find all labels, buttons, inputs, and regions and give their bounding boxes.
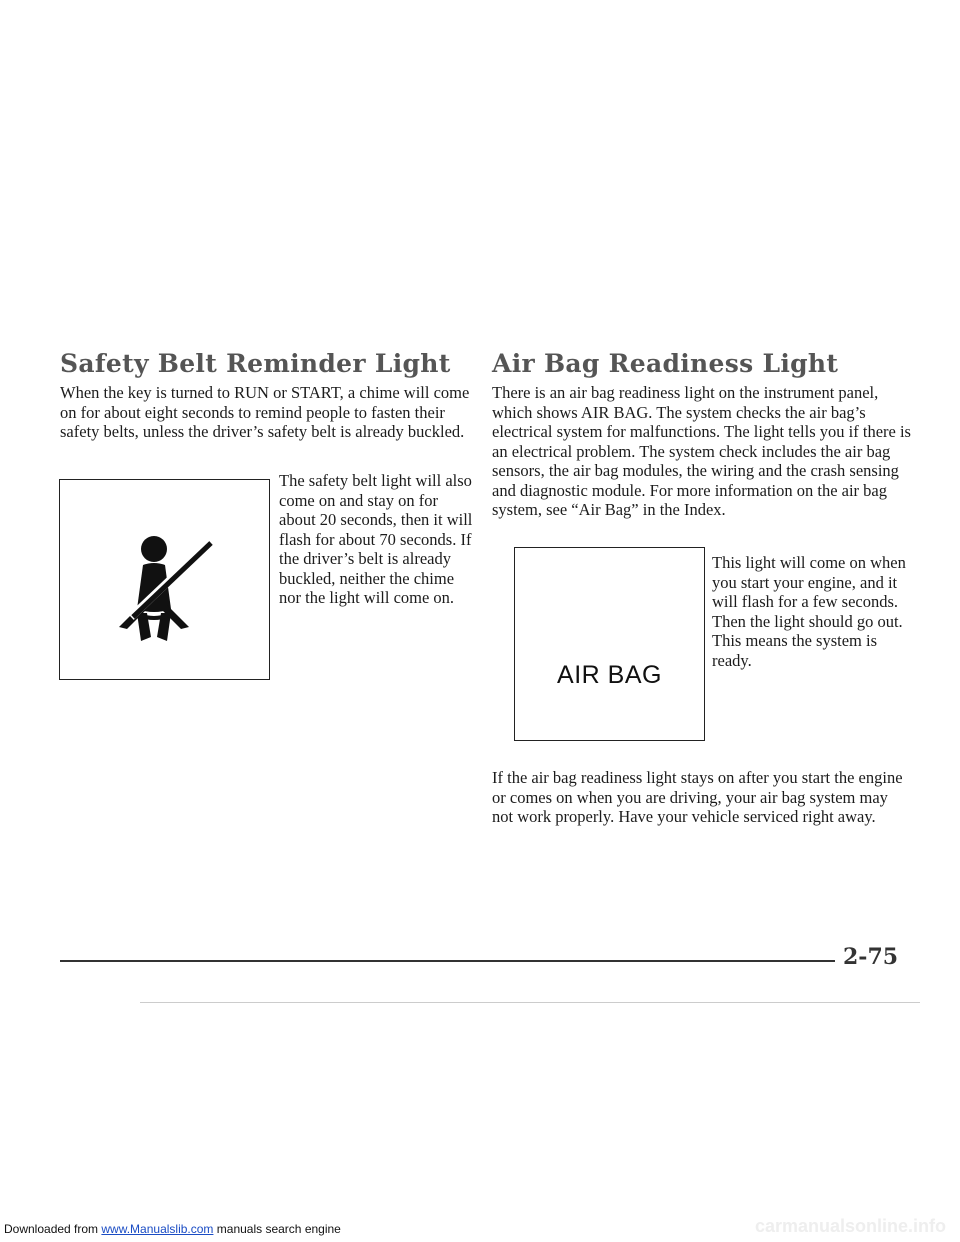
airbag-box-label: AIR BAG bbox=[557, 661, 662, 689]
page-rule-light bbox=[140, 1002, 920, 1003]
air-bag-closing: If the air bag readiness light stays on after you start the engine or comes on when you are driving, your air bag system may not work properly. Have your vehicle serviced right away. bbox=[492, 768, 903, 826]
safety-belt-intro: When the key is turned to RUN or START, a chime will come on for about eight seconds to remind people to fasten their safety belts, unless the driver’s safety belt is already buckled. bbox=[60, 383, 470, 441]
air-bag-intro: There is an air bag readiness light on the instrument panel, which shows AIR BAG. The system checks the air bag’s electrical system for malfunctions. The light tells you if there is an electrical problem. The system check includes the air bag sensors, the air bag modules, the wiring and the crash sensing and diagnostic module. For more information on the air bag system, see “Air Bag” in the Index. bbox=[492, 383, 911, 519]
footer-watermark: carmanualsonline.info bbox=[754, 1216, 946, 1236]
safety-belt-side-text: The safety belt light will also come on and stay on for about 20 seconds, then it will flash for about 70 seconds. If the driver’s belt is already buckled, neither the chime nor the light will come on. bbox=[279, 471, 473, 607]
page-rule bbox=[60, 960, 835, 962]
seatbelt-icon bbox=[59, 479, 270, 680]
seatbelt-light-box bbox=[59, 479, 270, 680]
safety-belt-heading: Safety Belt Reminder Light bbox=[60, 349, 451, 378]
manualslib-link[interactable]: www.Manualslib.com bbox=[101, 1222, 214, 1236]
air-bag-side-text: This light will come on when you start your engine, and it will flash for a few seconds. Then the light should go out. This means the system is ready. bbox=[712, 553, 906, 670]
airbag-light-box bbox=[514, 547, 705, 741]
air-bag-heading: Air Bag Readiness Light bbox=[492, 349, 839, 378]
footer-prefix: Downloaded from bbox=[4, 1222, 102, 1236]
download-footer bbox=[4, 1222, 341, 1236]
page-number: 2-75 bbox=[843, 944, 899, 970]
footer-suffix: manuals search engine bbox=[213, 1222, 341, 1236]
